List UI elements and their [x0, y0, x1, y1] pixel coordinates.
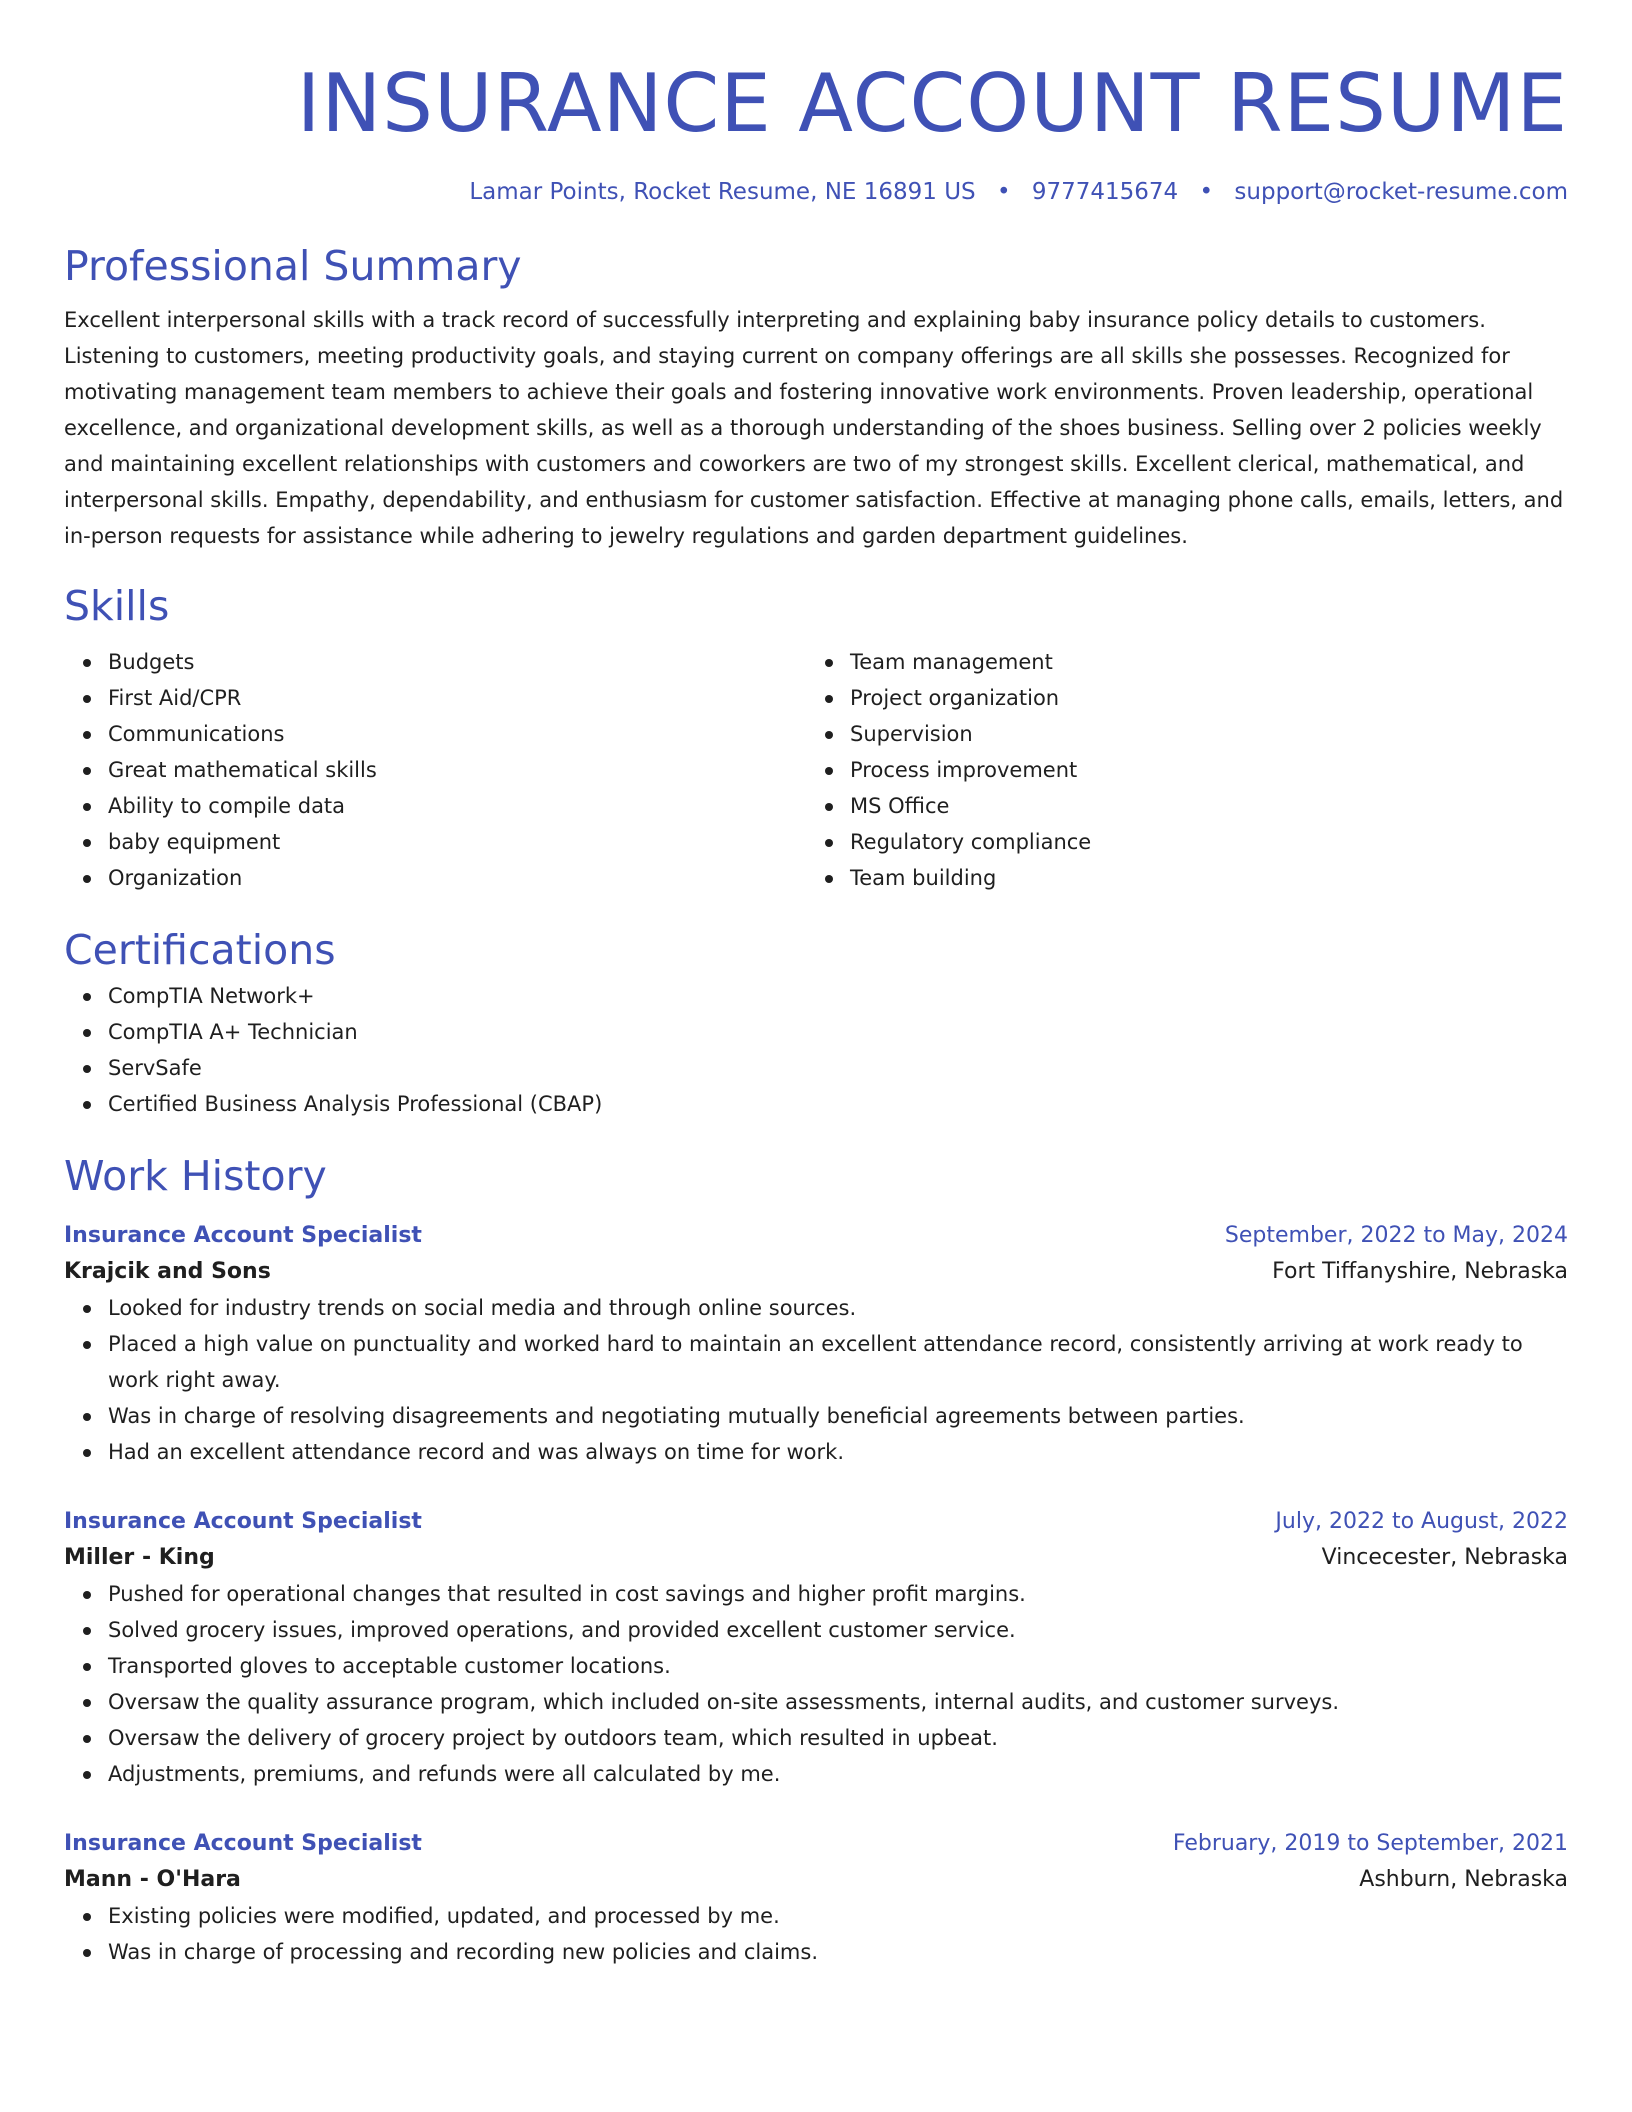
job-bullet: Transported gloves to acceptable customer locations.: [108, 1648, 1568, 1684]
job-role: Insurance Account Specialist: [64, 1831, 422, 1856]
job-bullet-list: [64, 1290, 1568, 1470]
job-location: Vincecester, Nebraska: [1321, 1545, 1568, 1570]
job-bullet: Existing policies were modified, updated, and processed by me.: [108, 1898, 1568, 1934]
skill-item: Ability to compile data: [108, 788, 806, 824]
certifications-list: [64, 978, 1568, 1122]
job-company: Mann - O'Hara: [64, 1867, 241, 1892]
skill-item: Communications: [108, 716, 806, 752]
skills-list-left: [64, 644, 806, 896]
job-role: Insurance Account Specialist: [64, 1223, 422, 1248]
skill-item: Organization: [108, 860, 806, 896]
skills-list-right: [806, 644, 1548, 896]
job-company: Miller - King: [64, 1545, 215, 1570]
certifications-heading: Certifications: [64, 926, 336, 974]
skill-item: Great mathematical skills: [108, 752, 806, 788]
job-company: Krajcik and Sons: [64, 1259, 271, 1284]
job-entry: [64, 1218, 1568, 1470]
contact-separator: •: [1199, 179, 1214, 205]
work-history-heading: Work History: [64, 1152, 327, 1200]
job-dates: July, 2022 to August, 2022: [1275, 1509, 1568, 1534]
job-bullet: Pushed for operational changes that resulted in cost savings and higher profit margins.: [108, 1576, 1568, 1612]
summary-heading: Professional Summary: [64, 242, 522, 290]
job-title-row: [64, 1826, 1568, 1862]
job-bullet: Adjustments, premiums, and refunds were all calculated by me.: [108, 1756, 1568, 1792]
certification-item: Certified Business Analysis Professional (CBAP): [108, 1086, 1568, 1122]
job-bullet-list: [64, 1576, 1568, 1792]
skill-item: baby equipment: [108, 824, 806, 860]
skill-item: Process improvement: [850, 752, 1548, 788]
resume-title: INSURANCE ACCOUNT RESUME: [296, 57, 1568, 150]
job-bullet: Placed a high value on punctuality and worked hard to maintain an excellent attendance record, consistently arriving at work ready to work right away.: [108, 1326, 1568, 1398]
job-entry: [64, 1504, 1568, 1792]
job-role: Insurance Account Specialist: [64, 1509, 422, 1534]
job-bullet-list: [64, 1898, 1568, 1970]
job-entry: [64, 1826, 1568, 1970]
contact-separator: •: [996, 179, 1011, 205]
skill-item: Team management: [850, 644, 1548, 680]
job-location: Ashburn, Nebraska: [1359, 1867, 1568, 1892]
job-company-row: [64, 1540, 1568, 1576]
job-bullet: Oversaw the delivery of grocery project by outdoors team, which resulted in upbeat.: [108, 1720, 1568, 1756]
job-company-row: [64, 1862, 1568, 1898]
job-bullet: Oversaw the quality assurance program, which included on-site assessments, internal audits, and customer surveys.: [108, 1684, 1568, 1720]
contact-line: [64, 176, 1568, 208]
job-dates: February, 2019 to September, 2021: [1172, 1831, 1568, 1856]
resume-page: [64, 0, 1568, 1970]
skill-item: Project organization: [850, 680, 1548, 716]
certification-item: CompTIA Network+: [108, 978, 1568, 1014]
contact-email[interactable]: support@rocket-resume.com: [1234, 179, 1568, 205]
contact-address: Lamar Points, Rocket Resume, NE 16891 US: [469, 179, 976, 205]
job-location: Fort Tiffanyshire, Nebraska: [1272, 1259, 1568, 1284]
job-dates: September, 2022 to May, 2024: [1224, 1223, 1568, 1248]
job-bullet: Was in charge of resolving disagreements and negotiating mutually beneficial agreements between parties.: [108, 1398, 1568, 1434]
skills-columns: [64, 644, 1568, 896]
skills-heading: Skills: [64, 582, 170, 630]
job-bullet: Looked for industry trends on social media and through online sources.: [108, 1290, 1568, 1326]
job-bullet: Was in charge of processing and recording new policies and claims.: [108, 1934, 1568, 1970]
skill-item: MS Office: [850, 788, 1548, 824]
job-company-row: [64, 1254, 1568, 1290]
contact-phone: 9777415674: [1031, 179, 1179, 205]
job-title-row: [64, 1218, 1568, 1254]
certification-item: ServSafe: [108, 1050, 1568, 1086]
summary-text: Excellent interpersonal skills with a track record of successfully interpreting and explaining baby insurance policy details to customers. Listening to customers, meeting productivity goals, and staying current on company offerings are all skills she possesses. Recognized for motivating management team members to achieve their goals and fostering innovative work environments. Proven leadership, operational excellence, and organizational development skills, as well as a thorough understanding of the shoes business. Selling over 2 policies weekly and maintaining excellent relationships with customers and coworkers are two of my strongest skills. Excellent clerical, mathematical, and interpersonal skills. Empathy, dependability, and enthusiasm for customer satisfaction. Effective at managing phone calls, emails, letters, and in-person requests for assistance while adhering to jewelry regulations and garden department guidelines.: [64, 308, 1564, 548]
skills-column-right: [806, 644, 1548, 896]
job-bullet: Had an excellent attendance record and was always on time for work.: [108, 1434, 1568, 1470]
certification-item: CompTIA A+ Technician: [108, 1014, 1568, 1050]
job-bullet: Solved grocery issues, improved operations, and provided excellent customer service.: [108, 1612, 1568, 1648]
skill-item: Team building: [850, 860, 1548, 896]
skills-column-left: [64, 644, 806, 896]
skill-item: Supervision: [850, 716, 1548, 752]
job-title-row: [64, 1504, 1568, 1540]
skill-item: Regulatory compliance: [850, 824, 1548, 860]
skill-item: First Aid/CPR: [108, 680, 806, 716]
skill-item: Budgets: [108, 644, 806, 680]
